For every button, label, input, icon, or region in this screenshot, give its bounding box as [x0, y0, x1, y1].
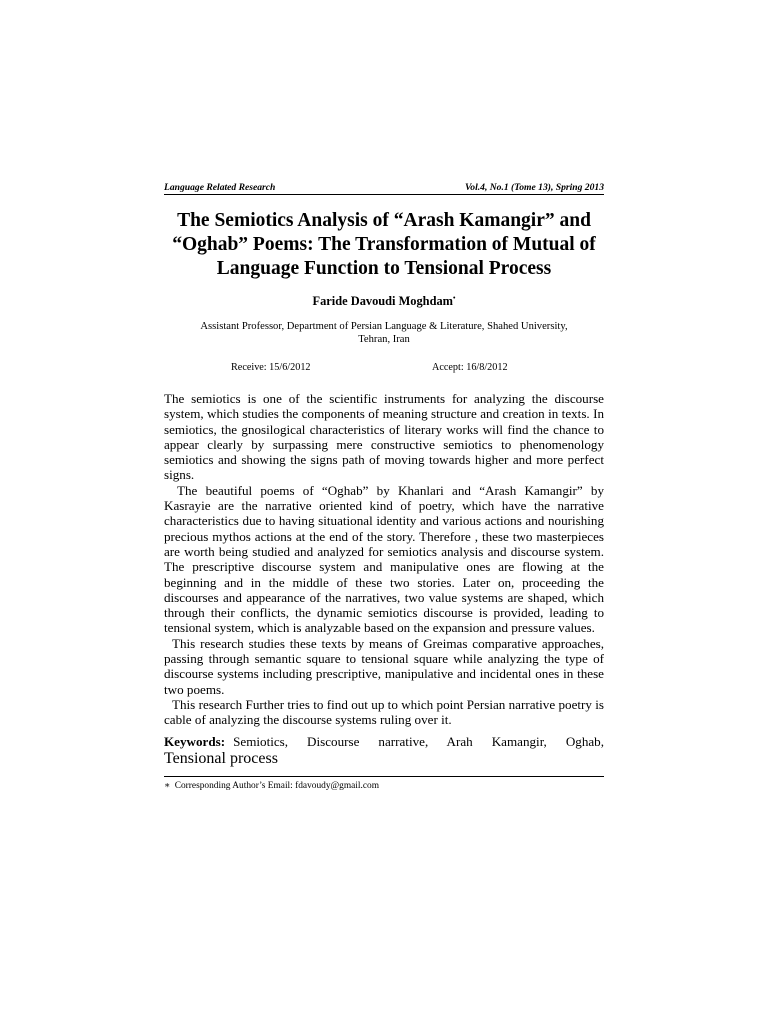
keywords-line: Tensional process: [164, 749, 278, 767]
volume-info: Vol.4, No.1 (Tome 13), Spring 2013: [464, 182, 604, 193]
receive-date: Receive: 15/6/2012: [231, 362, 311, 373]
affiliation-line: Tehran, Iran: [358, 334, 410, 345]
title-line: Language Function to Tensional Process: [216, 258, 552, 279]
dates-row: [164, 362, 604, 374]
author-footnote-mark: •: [452, 294, 456, 302]
abstract-paragraph: The semiotics is one of the scientific instruments for analyzing the discourse system, which studies the components of meaning structure and creation in texts. In semiotics, the gnosilogical characteristics of literary works will find the chance to appear clearly by surpassing mere constructive semiotics to phenomenology semiotics and showing the signs path of moving towards higher and more perfect signs.: [164, 391, 604, 483]
affiliation: [164, 320, 604, 346]
article-title: [164, 209, 604, 281]
running-head: [164, 182, 604, 195]
abstract-paragraph: This research studies these texts by means of Greimas comparative approaches, passing through semantic square to tensional square while analyzing the type of discourse systems including prescriptive, manipulative and incidental ones in these two poems.: [164, 635, 604, 697]
title-line: The Semiotics Analysis of “Arash Kamangir” and: [177, 210, 591, 231]
author-name: Faride Davoudi Moghdam: [312, 294, 453, 308]
journal-name: Language Related Research: [164, 182, 276, 193]
footnote-mark: ∗: [164, 780, 171, 791]
accept-date: Accept: 16/8/2012: [432, 362, 508, 373]
keywords-line: Semiotics, Discourse narrative, Arah Kamangir, Oghab,: [233, 733, 604, 749]
affiliation-line: Assistant Professor, Department of Persian Language & Literature, Shahed University,: [200, 321, 568, 332]
title-line: “Oghab” Poems: The Transformation of Mutual of: [172, 234, 596, 255]
footnote-divider: [164, 776, 604, 777]
article-page: [164, 182, 604, 792]
footnote: [164, 781, 604, 792]
footnote-text: Corresponding Author’s Email: fdavoudy@gmail.com: [174, 780, 379, 791]
abstract-paragraph: This research Further tries to find out up to which point Persian narrative poetry is cable of analyzing the discourse systems ruling over it.: [164, 696, 604, 728]
keywords: [164, 734, 604, 750]
keywords-label: Keywords:: [164, 733, 226, 749]
author-line: [164, 291, 604, 309]
abstract: [164, 391, 604, 728]
abstract-paragraph: The beautiful poems of “Oghab” by Khanlari and “Arash Kamangir” by Kasrayie are the narrative oriented kind of poetry, which have the narrative characteristics due to having situational identity and various actions and nourishing precious mythos actions at the end of the story. Therefore , these two masterpieces are worth being studied and analyzed for semiotics analysis and discourse system. The prescriptive discourse system and manipulative ones are flowing at the beginning and in the middle of these two stories. Later on, proceeding the discourses and appearance of the narratives, two value systems are shaped, which through their conflicts, the dynamic semiotics discourse is provided, leading to tensional system, which is analyzable based on the expansion and pressure values.: [164, 482, 604, 636]
